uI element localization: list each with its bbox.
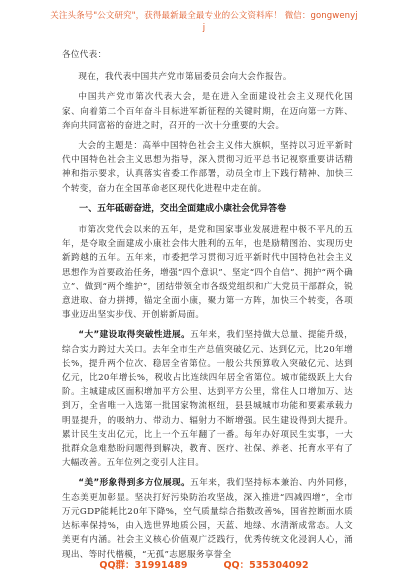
paragraph-context: 中国共产党市第次代表大会，是在进入全面建设社会主义现代化国家、向着第二个百年奋斗目标进军新征程的关键时期，在迈向第一方阵、奔向共同富裕的奋进之时，召开的一次十分重要的大会。 (62, 92, 353, 131)
paragraph-lead: “美”形象得到多方位展现。 (78, 478, 191, 489)
paragraph-lead: “大”建设取得突破性进展。 (78, 330, 191, 341)
paragraph-big-construction (62, 328, 353, 470)
qq-group: QQ群：31991489 (99, 560, 188, 571)
paragraph-text: 五年来，我们坚持标本兼治、内外同修，生态美更加彰显。坚决打好污染防治攻坚战，深入推进“四减四增”，全市万元GDP能耗比20年下降%，空气质量综合指数改善%，国省控断面水质达标率保持%，由入选世界地质公园，天蓝、地绿、水清渐成常态。人文美更有内涵。社会主义核心价值观广泛践行，优秀传统文化浸润人心，涌现出、等时代楷模，“无孤”志愿服务享誉全 (62, 478, 353, 560)
promo-banner-line1: 关注头条号"公文研究"，获得最新最全最专业的公文资料库！ 微信：gongwenyj (50, 11, 358, 21)
paragraph-text: 五年来，我们坚持做大总量、提能升级，综合实力跨过大关口。去年全市生产总值突破亿元、达到亿元，比20年增长%，提升两个位次、稳居全省第位。一般公共预算收入突破亿元、达到亿元，比20年增长%，税收占比连续四年居全省第位。城市能级跃上大台阶。主城建成区面积增加平方公里、达到平方公里，常住人口增加万、达到万，全省唯一入选第一批国家物流枢纽，县县城城市功能和要素承载力明显提升，的吸纳力、带动力、辐射力不断增强。民生建设得到大提升。累计民生支出亿元，比上一个五年翻了一番。每年办好项民生实事，一大批群众急难愁盼问题得到解决，教育、医疗、社保、养老、托育水平有了大幅改善。五年位列之变引人注目。 (62, 330, 353, 469)
paragraph-five-years: 市第次党代会以来的五年，是党和国家事业发展进程中极不平凡的五年，是夺取全面建成小康社会伟大胜利的五年，也是励精图治、实现历史新跨越的五年。五年来，市委把学习贯彻习近平新时代中国特色社会主义思想作为首要政治任务，增强“四个意识”、坚定“四个自信”、拥护“两个确立”、做到“两个维护”，团结带领全市各级党组织和广大党员干部群众，锐意进取、奋力拼搏，锚定全面小康，聚力第一方阵，加快三个转变，各项事业迈出坚实步伐、开创崭新局面。 (62, 225, 353, 321)
qq-contact: QQ：535304092 (223, 560, 309, 571)
contact-footer (0, 557, 408, 571)
section-heading: 一、五年砥砺奋进，交出全面建成小康社会优异答卷 (79, 203, 287, 214)
paragraph-intro: 现在，我代表中国共产党市第届委员会向大会作报告。 (78, 72, 292, 83)
promo-banner-line2: j (202, 23, 206, 33)
salutation: 各位代表： (62, 50, 107, 60)
paragraph-theme: 大会的主题是：高举中国特色社会主义伟大旗帜，坚持以习近平新时代中国特色社会主义思想为指导，深入贯彻习近平总书记视察重要讲话精神和指示要求，认真落实省委工作部署，动员全市上下践行精神、加快三个转变，奋力在全国革命老区现代化进程中走在前。 (62, 141, 353, 194)
promo-banner (0, 10, 408, 34)
report-body (62, 48, 353, 568)
paragraph-beauty-image (62, 476, 353, 561)
